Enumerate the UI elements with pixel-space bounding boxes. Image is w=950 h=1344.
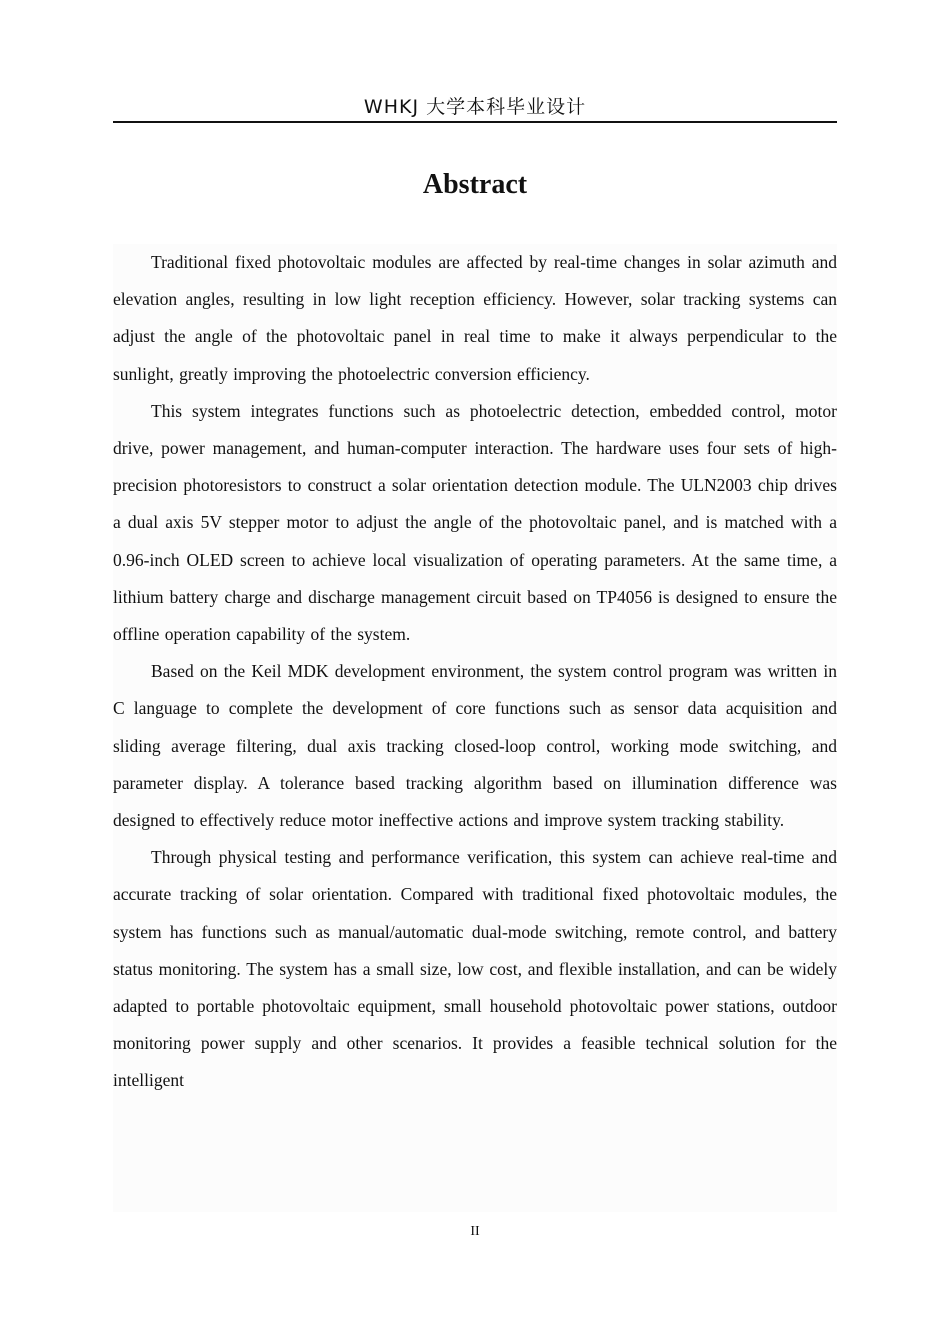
running-header: WHKJ 大学本科毕业设计 <box>363 96 587 118</box>
page-number: II <box>470 1224 480 1239</box>
abstract-paragraph-4: Through physical testing and performance verification, this system can achieve real-time and accurate tracking of solar orientation. Compared with traditional fixed photovoltaic modules, the system has functions such as manual/automatic dual-mode switching, remote control, and battery status monitoring. The system has a small size, low cost, and flexible installation, and can be widely adapted to portable photovoltaic equipment, small household photovoltaic power stations, outdoor monitoring power supply and other scenarios. It provides a feasible technical solution for the intelligent <box>113 847 837 1091</box>
abstract-body <box>113 244 837 1212</box>
header-divider <box>113 121 837 123</box>
abstract-paragraph-2: This system integrates functions such as photoelectric detection, embedded control, motor drive, power management, and human-computer interaction. The hardware uses four sets of high-precision photoresistors to construct a solar orientation detection module. The ULN2003 chip drives a dual axis 5V stepper motor to adjust the angle of the photovoltaic panel, and is matched with a 0.96-inch OLED screen to achieve local visualization of operating parameters. At the same time, a lithium battery charge and discharge management circuit based on TP4056 is designed to ensure the offline operation capability of the system. <box>113 400 837 645</box>
abstract-paragraph-3: Based on the Keil MDK development environment, the system control program was written in C language to complete the development of core functions such as sensor data acquisition and sliding average filtering, dual axis tracking closed-loop control, working mode switching, and parameter display. A tolerance based tracking algorithm based on illumination difference was designed to effectively reduce motor ineffective actions and improve system tracking stability. <box>113 661 837 831</box>
abstract-paragraph-1: Traditional fixed photovoltaic modules are affected by real-time changes in solar azimuth and elevation angles, resulting in low light reception efficiency. However, solar tracking systems can adjust the angle of the photovoltaic panel in real time to make it always perpendicular to the sunlight, greatly improving the photoelectric conversion efficiency. <box>113 252 837 384</box>
abstract-title: Abstract <box>422 169 528 200</box>
